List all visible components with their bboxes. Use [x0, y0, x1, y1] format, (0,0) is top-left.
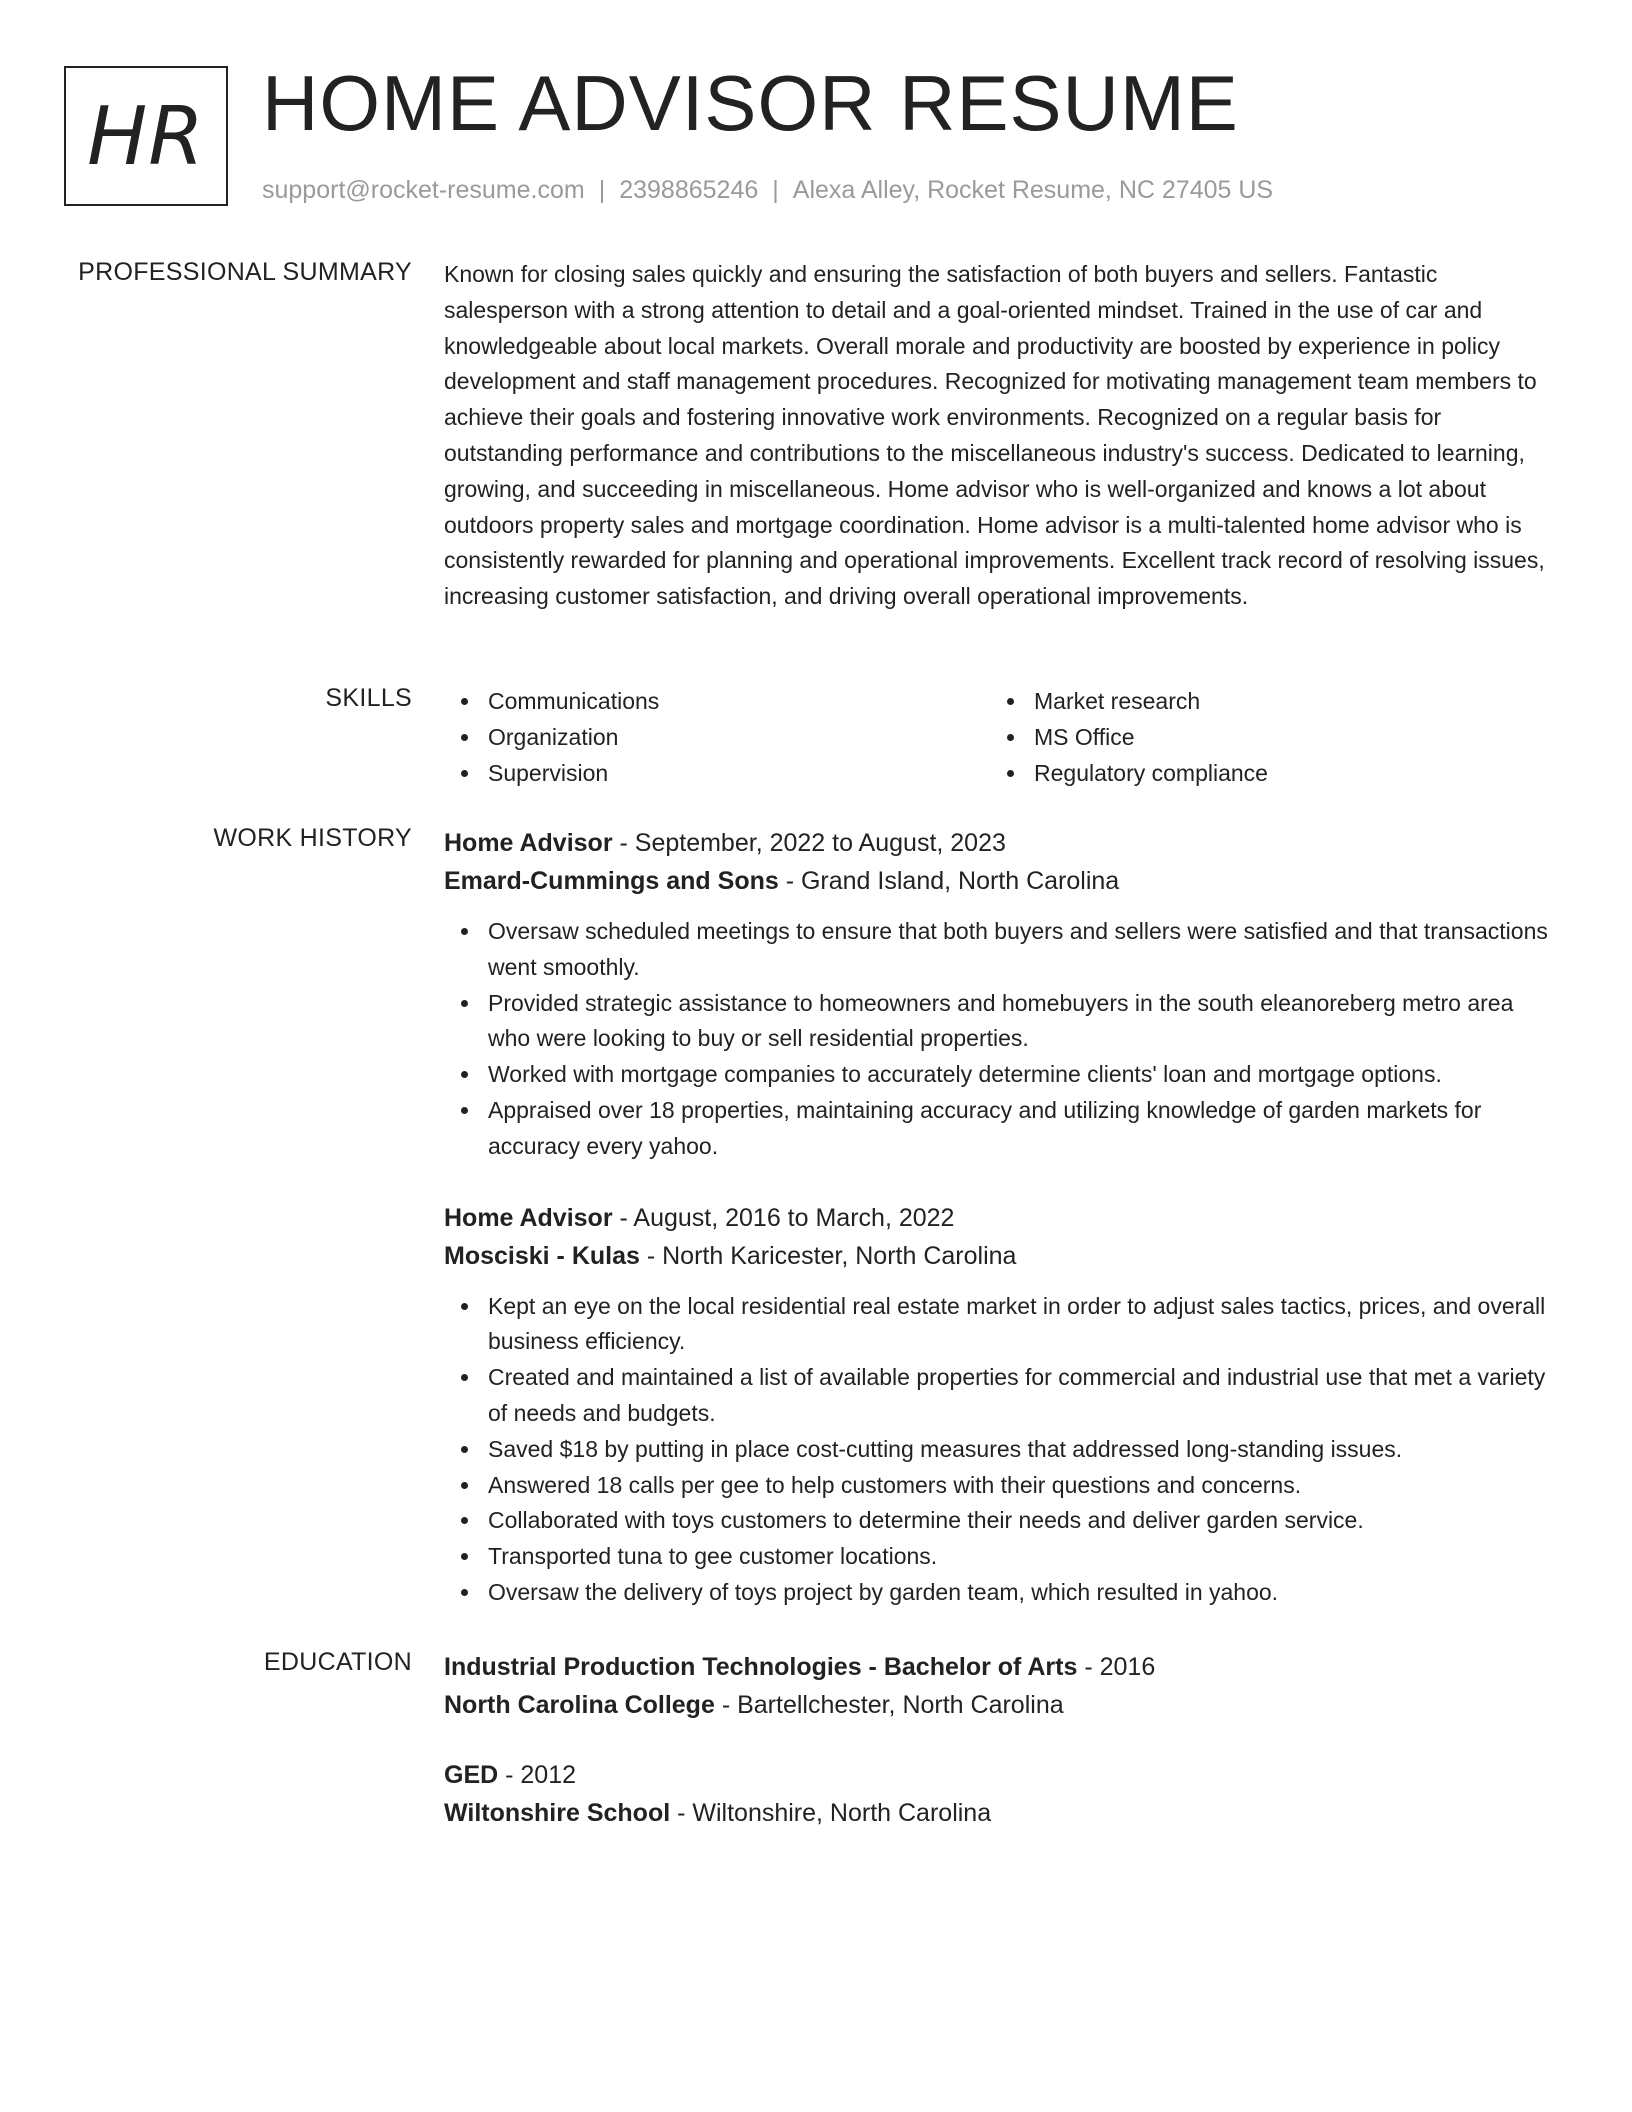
job-company: Mosciski - Kulas: [444, 1241, 640, 1270]
job-entry: [444, 1199, 1556, 1611]
contact-separator: |: [598, 176, 606, 204]
contact-address: Alexa Alley, Rocket Resume, NC 27405 US: [792, 176, 1274, 204]
monogram-initials: HR: [87, 89, 205, 183]
education-degree-line: [444, 1648, 1556, 1686]
job-bullet: Oversaw scheduled meetings to ensure that both buyers and sellers were satisfied and that transactions went smoothly.: [444, 914, 1556, 986]
contact-phone[interactable]: 2398865246: [619, 176, 759, 204]
job-title: Home Advisor: [444, 1203, 613, 1232]
job-bullet: Kept an eye on the local residential real estate market in order to adjust sales tactics, prices, and overall business efficiency.: [444, 1289, 1556, 1361]
summary-body: [444, 257, 1556, 615]
job-bullet: Saved $18 by putting in place cost-cutting measures that addressed long-standing issues.: [444, 1432, 1556, 1468]
education-entry: [444, 1756, 1556, 1832]
education-degree: GED: [444, 1761, 499, 1789]
job-company-line: [444, 862, 1556, 900]
job-bullet: Answered 18 calls per gee to help customers with their questions and concerns.: [444, 1468, 1556, 1504]
skill-item: Market research: [990, 684, 1536, 720]
skills-grid: [444, 684, 1556, 791]
skill-item: Communications: [444, 684, 990, 720]
job-location: - Grand Island, North Carolina: [778, 867, 1120, 895]
education-body: [444, 1648, 1556, 1864]
education-year: - 2016: [1077, 1653, 1156, 1681]
monogram-box: [64, 66, 228, 206]
job-dates: - September, 2022 to August, 2023: [612, 829, 1006, 857]
job-title-line: [444, 824, 1556, 862]
education-heading: EDUCATION: [263, 1648, 412, 1676]
job-entry: [444, 824, 1556, 1165]
summary-text: Known for closing sales quickly and ensuring the satisfaction of both buyers and sellers. Fantastic salesperson with a strong attention to detail and a goal-oriented mindset. Trained in the use of car and knowledgeable about local markets. Overall morale and productivity are boosted by experience in policy development and staff management procedures. Recognized for motivating management team members to achieve their goals and fostering innovative work environments. Recognized on a regular basis for outstanding performance and contributions to the miscellaneous industry's success. Dedicated to learning, growing, and succeeding in miscellaneous. Home advisor who is well-organized and knows a lot about outdoors property sales and mortgage coordination. Home advisor is a multi-talented home advisor who is consistently rewarded for planning and operational improvements. Excellent track record of resolving issues, increasing customer satisfaction, and driving overall operational improvements.: [444, 261, 1545, 610]
job-bullet: Worked with mortgage companies to accurately determine clients' loan and mortgage options.: [444, 1057, 1556, 1093]
skill-item: Regulatory compliance: [990, 756, 1536, 792]
education-school: Wiltonshire School: [444, 1799, 671, 1827]
contact-line: [262, 176, 1273, 205]
education-school-line: [444, 1794, 1556, 1832]
job-bullet: Transported tuna to gee customer locations.: [444, 1539, 1556, 1575]
job-company-line: [444, 1237, 1556, 1275]
job-dates: - August, 2016 to March, 2022: [612, 1203, 955, 1232]
job-bullet-list: [444, 914, 1556, 1165]
education-degree: Industrial Production Technologies - Bachelor of Arts: [444, 1653, 1078, 1681]
contact-email[interactable]: support@rocket-resume.com: [262, 176, 585, 204]
skills-list-left: [444, 684, 990, 791]
education-year: - 2012: [498, 1761, 577, 1789]
contact-separator: |: [772, 176, 779, 204]
education-location: - Wiltonshire, North Carolina: [670, 1799, 992, 1827]
education-school: North Carolina College: [444, 1691, 715, 1719]
education-school-line: [444, 1686, 1556, 1724]
work-history-body: [444, 824, 1556, 1645]
job-bullet: Appraised over 18 properties, maintaining accuracy and utilizing knowledge of garden markets for accuracy every yahoo.: [444, 1093, 1556, 1165]
job-title-line: [444, 1199, 1556, 1237]
job-location: - North Karicester, North Carolina: [639, 1241, 1017, 1270]
skill-item: MS Office: [990, 720, 1536, 756]
job-bullet: Oversaw the delivery of toys project by garden team, which resulted in yahoo.: [444, 1575, 1556, 1611]
skills-list-right: [990, 684, 1536, 791]
resume-title: HOME ADVISOR RESUME: [262, 59, 1239, 147]
education-degree-line: [444, 1756, 1556, 1794]
work-history-heading: WORK HISTORY: [213, 824, 412, 852]
job-bullet: Collaborated with toys customers to determine their needs and deliver garden service.: [444, 1503, 1556, 1539]
skills-body: [444, 684, 1556, 791]
job-bullet: Created and maintained a list of available properties for commercial and industrial use that met a variety of needs and budgets.: [444, 1360, 1556, 1432]
job-bullet: Provided strategic assistance to homeowners and homebuyers in the south eleanoreberg metro area who were looking to buy or sell residential properties.: [444, 986, 1556, 1058]
skills-heading: SKILLS: [325, 684, 412, 712]
skill-item: Supervision: [444, 756, 990, 792]
skill-item: Organization: [444, 720, 990, 756]
education-location: - Bartellchester, North Carolina: [714, 1691, 1064, 1719]
job-bullet-list: [444, 1289, 1556, 1611]
summary-heading: PROFESSIONAL SUMMARY: [78, 258, 412, 286]
education-entry: [444, 1648, 1556, 1724]
job-company: Emard-Cummings and Sons: [444, 867, 779, 895]
job-title: Home Advisor: [444, 829, 613, 857]
